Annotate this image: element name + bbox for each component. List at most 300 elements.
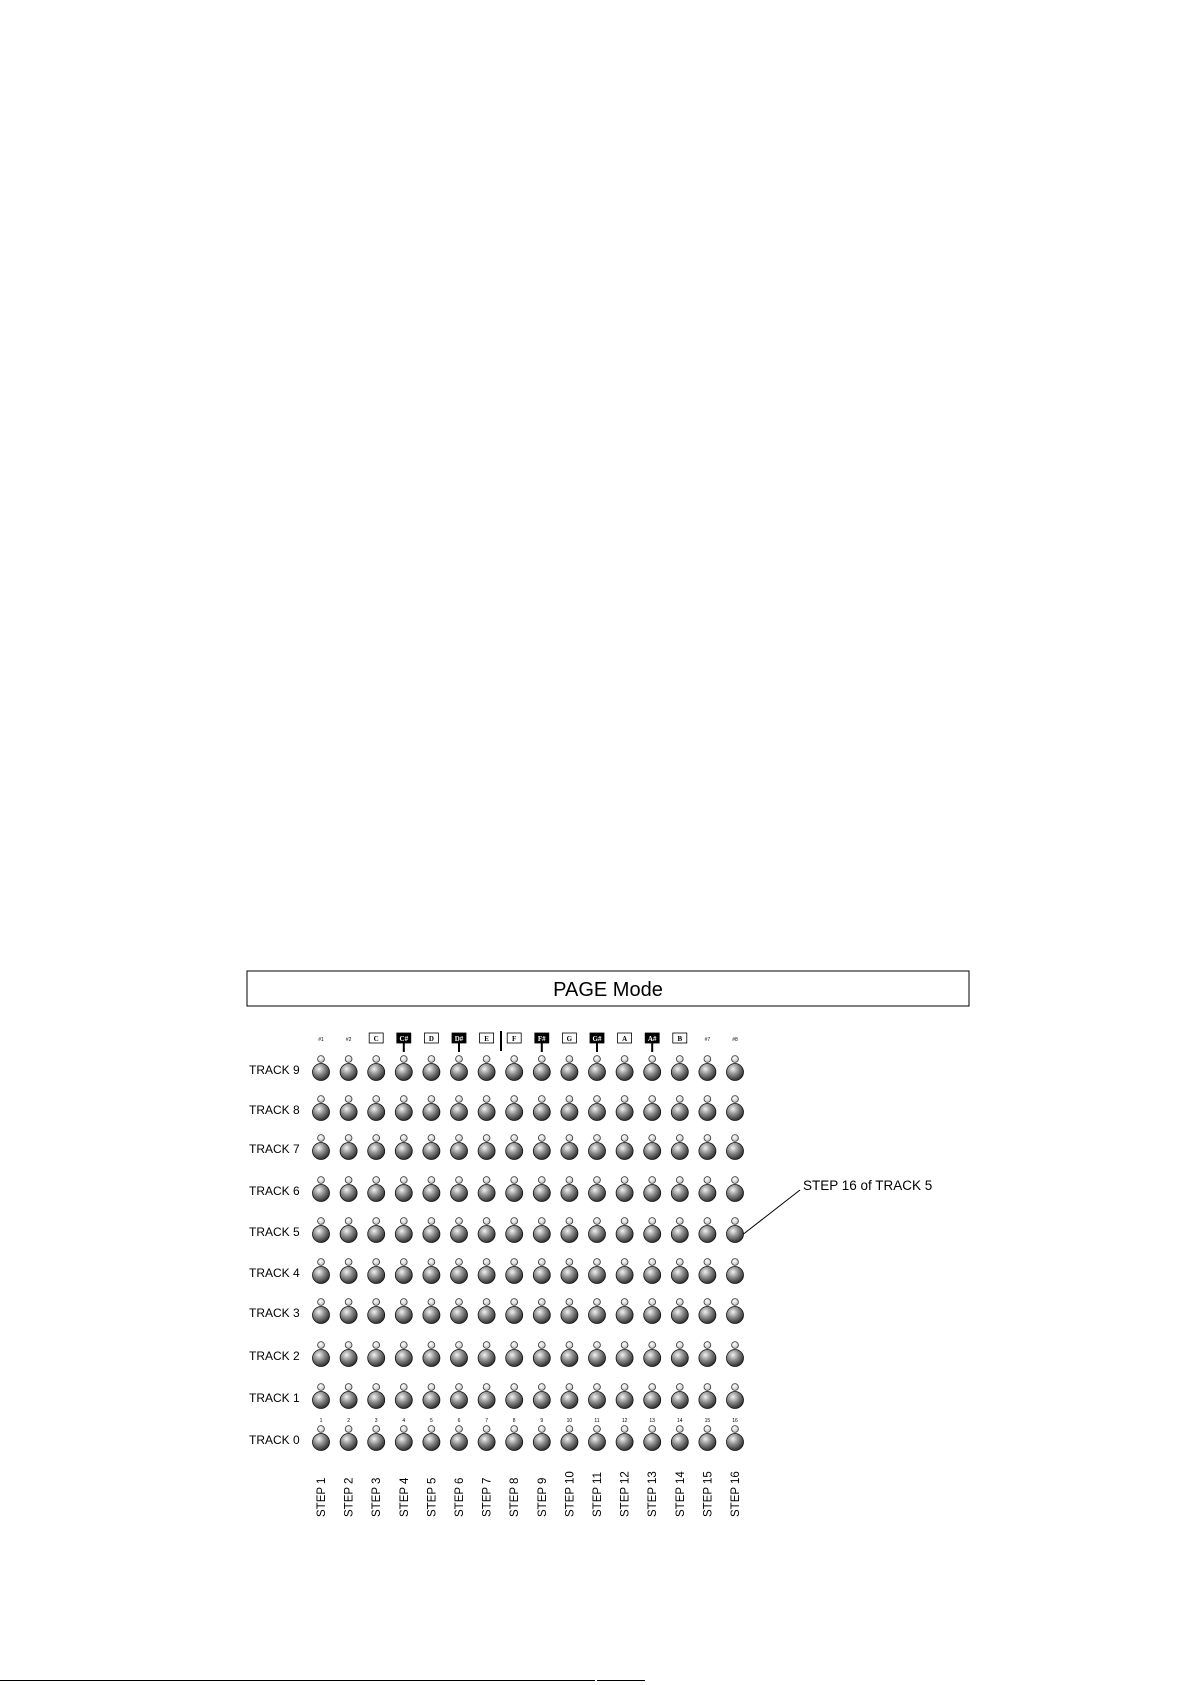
step-button[interactable] [340,1307,357,1324]
step-button[interactable] [699,1392,716,1409]
step-label: STEP 15 [702,1471,715,1517]
track-label: TRACK 7 [249,1142,300,1156]
step-led [732,1177,739,1184]
step-led [538,1426,545,1433]
step-led [676,1056,683,1063]
step-led [318,1342,325,1349]
note-key-12 [618,1033,632,1043]
step-button[interactable] [395,1064,412,1081]
step-button[interactable] [451,1392,468,1409]
step-button[interactable] [478,1392,495,1409]
track-row-3 [313,1177,744,1202]
step-button[interactable] [423,1267,440,1284]
note-key-14 [673,1033,687,1043]
step-led [373,1135,380,1142]
step-button[interactable] [727,1267,744,1284]
step-button[interactable] [727,1307,744,1324]
step-led [704,1056,711,1063]
note-key-label: G# [592,1035,602,1043]
step-button[interactable] [451,1434,468,1451]
step-label: STEP 5 [426,1477,439,1517]
step-button[interactable] [478,1267,495,1284]
step-button[interactable] [644,1226,661,1243]
step-label: STEP 1 [316,1477,328,1517]
step-button[interactable] [423,1307,440,1324]
step-button[interactable] [368,1392,385,1409]
step-led [538,1056,545,1063]
step-button[interactable] [506,1104,523,1121]
step-number: 11 [594,1418,600,1424]
step-button[interactable] [368,1350,385,1367]
step-led [732,1096,739,1103]
step-led [621,1384,628,1391]
step-button[interactable] [340,1350,357,1367]
step-button[interactable] [644,1064,661,1081]
step-button[interactable] [644,1307,661,1324]
note-key-row [318,1033,738,1052]
step-led [594,1177,601,1184]
step-led [566,1177,573,1184]
step-led [621,1342,628,1349]
step-button[interactable] [589,1143,606,1160]
step-led [676,1259,683,1266]
step-button[interactable] [561,1392,578,1409]
step-button[interactable] [561,1307,578,1324]
step-button[interactable] [451,1104,468,1121]
step-button[interactable] [644,1143,661,1160]
step-led [732,1056,739,1063]
step-button[interactable] [313,1064,330,1081]
step-button[interactable] [506,1267,523,1284]
step-button[interactable] [671,1392,688,1409]
step-button[interactable] [368,1064,385,1081]
step-button[interactable] [533,1185,550,1202]
step-led [566,1299,573,1306]
step-number: 1 [319,1418,323,1424]
step-led [566,1384,573,1391]
step-button[interactable] [340,1267,357,1284]
step-button[interactable] [313,1185,330,1202]
step-led [345,1135,352,1142]
note-key-label: E [484,1035,489,1043]
step-button[interactable] [423,1064,440,1081]
step-led [373,1299,380,1306]
step-button[interactable] [313,1143,330,1160]
step-label: STEP 11 [592,1472,604,1517]
step-led [649,1096,656,1103]
step-button[interactable] [533,1267,550,1284]
step-button[interactable] [644,1185,661,1202]
step-led [649,1342,656,1349]
step-button[interactable] [671,1143,688,1160]
step-led [318,1135,325,1142]
step-button[interactable] [644,1392,661,1409]
step-led [566,1342,573,1349]
step-button[interactable] [451,1143,468,1160]
step-led [649,1384,656,1391]
callout [744,1178,933,1234]
step-button[interactable] [616,1104,633,1121]
step-button[interactable] [423,1104,440,1121]
step-led [428,1096,435,1103]
step-led [676,1218,683,1225]
step-button[interactable] [368,1226,385,1243]
step-button[interactable] [671,1064,688,1081]
step-led [649,1056,656,1063]
step-button[interactable] [727,1185,744,1202]
step-button[interactable] [506,1307,523,1324]
step-button[interactable] [478,1185,495,1202]
step-led [511,1218,518,1225]
step-button[interactable] [589,1434,606,1451]
step-button[interactable] [478,1350,495,1367]
step-led [511,1056,518,1063]
step-button[interactable] [478,1143,495,1160]
step-led [621,1299,628,1306]
step-button[interactable] [478,1226,495,1243]
step-led [345,1384,352,1391]
step-button[interactable] [368,1267,385,1284]
track-label: TRACK 0 [249,1433,300,1447]
step-button[interactable] [561,1143,578,1160]
step-button[interactable] [616,1350,633,1367]
step-button[interactable] [589,1392,606,1409]
step-label: STEP 6 [454,1477,466,1517]
step-led [483,1384,490,1391]
step-number: 3 [374,1418,378,1424]
step-button[interactable] [616,1143,633,1160]
step-button-grid [313,1056,744,1451]
note-key-4 [397,1033,411,1052]
step-button[interactable] [423,1434,440,1451]
step-button[interactable] [589,1185,606,1202]
step-button[interactable] [727,1434,744,1451]
step-button[interactable] [699,1104,716,1121]
step-button[interactable] [616,1185,633,1202]
step-button[interactable] [589,1226,606,1243]
step-led [428,1299,435,1306]
step-button[interactable] [478,1104,495,1121]
step-led [649,1135,656,1142]
step-button[interactable] [561,1267,578,1284]
track-row-8 [313,1384,744,1409]
step-led [400,1426,407,1433]
step-button[interactable] [533,1104,550,1121]
step-led [621,1056,628,1063]
step-number: 6 [457,1418,461,1424]
step-button[interactable] [589,1064,606,1081]
step-button[interactable] [506,1392,523,1409]
step-led [345,1218,352,1225]
step-led [456,1426,463,1433]
step-button[interactable] [451,1307,468,1324]
step-led [732,1259,739,1266]
step-button[interactable] [423,1350,440,1367]
step-button[interactable] [506,1434,523,1451]
step-led [732,1135,739,1142]
step-button[interactable] [533,1392,550,1409]
step-button[interactable] [699,1143,716,1160]
note-key-11 [590,1033,604,1052]
step-button[interactable] [313,1350,330,1367]
step-button[interactable] [589,1307,606,1324]
step-button[interactable] [313,1392,330,1409]
track-label: TRACK 6 [249,1184,300,1198]
step-led [566,1426,573,1433]
note-key-10 [562,1033,576,1043]
step-button[interactable] [340,1226,357,1243]
step-button[interactable] [395,1104,412,1121]
step-led [428,1426,435,1433]
step-button[interactable] [699,1434,716,1451]
step-button[interactable] [644,1350,661,1367]
step-button[interactable] [533,1307,550,1324]
step-label: STEP 12 [619,1471,632,1517]
step-led [456,1096,463,1103]
step-led [373,1384,380,1391]
step-button[interactable] [644,1267,661,1284]
step-button[interactable] [395,1392,412,1409]
step-button[interactable] [395,1185,412,1202]
step-button[interactable] [561,1064,578,1081]
step-button[interactable] [313,1307,330,1324]
step-button[interactable] [368,1143,385,1160]
step-button[interactable] [671,1104,688,1121]
footer-rule-left [0,1680,595,1681]
note-key-2 [346,1037,352,1043]
step-button[interactable] [671,1267,688,1284]
note-key-9 [535,1033,549,1052]
step-button[interactable] [671,1226,688,1243]
step-button[interactable] [699,1064,716,1081]
step-led [704,1177,711,1184]
step-button[interactable] [561,1226,578,1243]
step-button[interactable] [533,1350,550,1367]
track-row-5 [313,1259,744,1284]
step-led [428,1056,435,1063]
step-button[interactable] [699,1350,716,1367]
step-label: STEP 4 [398,1477,411,1517]
step-button[interactable] [423,1143,440,1160]
track-label: TRACK 9 [249,1063,300,1077]
note-key-label: #2 [345,1037,352,1043]
step-button[interactable] [451,1185,468,1202]
step-button[interactable] [395,1307,412,1324]
step-number: 9 [540,1418,544,1424]
step-button[interactable] [340,1434,357,1451]
step-button[interactable] [313,1104,330,1121]
step-button[interactable] [561,1434,578,1451]
step-button[interactable] [589,1104,606,1121]
step-button[interactable] [699,1307,716,1324]
step-button[interactable] [313,1267,330,1284]
step-button[interactable] [671,1185,688,1202]
step-button[interactable] [395,1143,412,1160]
callout-label: STEP 16 of TRACK 5 [803,1178,933,1193]
step-led [621,1096,628,1103]
step-led [676,1096,683,1103]
track-row-4 [313,1218,744,1243]
step-led [649,1299,656,1306]
step-button[interactable] [506,1185,523,1202]
step-button[interactable] [589,1267,606,1284]
step-button[interactable] [395,1434,412,1451]
step-led [704,1135,711,1142]
step-led [456,1177,463,1184]
step-button[interactable] [478,1064,495,1081]
step-label: STEP 2 [343,1477,356,1517]
step-button[interactable] [727,1350,744,1367]
step-button[interactable] [313,1226,330,1243]
step-button[interactable] [727,1143,744,1160]
note-key-label: G [566,1035,573,1043]
step-led [400,1299,407,1306]
step-led [456,1299,463,1306]
step-led [400,1218,407,1225]
step-button[interactable] [644,1434,661,1451]
step-button[interactable] [395,1226,412,1243]
step-button[interactable] [340,1104,357,1121]
step-button[interactable] [727,1226,744,1243]
step-led [566,1056,573,1063]
step-button[interactable] [671,1350,688,1367]
step-button[interactable] [561,1104,578,1121]
step-led [345,1056,352,1063]
step-button[interactable] [589,1350,606,1367]
step-led [594,1096,601,1103]
step-number: 10 [566,1418,573,1424]
note-key-label: #1 [318,1037,324,1043]
step-button[interactable] [616,1226,633,1243]
step-led [538,1259,545,1266]
step-button[interactable] [395,1350,412,1367]
step-led [566,1259,573,1266]
step-button[interactable] [616,1307,633,1324]
step-button[interactable] [478,1307,495,1324]
step-button[interactable] [478,1434,495,1451]
step-number: 15 [704,1418,711,1424]
step-led [621,1135,628,1142]
step-led [594,1299,601,1306]
step-button[interactable] [395,1267,412,1284]
step-button[interactable] [727,1104,744,1121]
note-key-label: F [512,1035,517,1043]
step-button[interactable] [561,1350,578,1367]
note-key-15 [705,1037,711,1043]
step-led [373,1259,380,1266]
step-button[interactable] [368,1104,385,1121]
step-led [649,1218,656,1225]
step-led [373,1426,380,1433]
track-label: TRACK 4 [249,1266,300,1280]
callout-leader-line [744,1190,801,1234]
step-button[interactable] [368,1185,385,1202]
step-button[interactable] [451,1350,468,1367]
step-led [483,1218,490,1225]
step-button[interactable] [423,1185,440,1202]
step-label: STEP 10 [564,1471,577,1517]
step-led [566,1135,573,1142]
step-button[interactable] [368,1307,385,1324]
note-key-label: A# [647,1035,657,1043]
step-led [594,1259,601,1266]
step-button[interactable] [727,1392,744,1409]
step-led [732,1218,739,1225]
step-button[interactable] [368,1434,385,1451]
step-button[interactable] [533,1226,550,1243]
step-button[interactable] [671,1434,688,1451]
step-led [676,1384,683,1391]
step-led [511,1342,518,1349]
step-button[interactable] [340,1185,357,1202]
step-led [483,1135,490,1142]
step-button[interactable] [699,1226,716,1243]
step-button[interactable] [423,1226,440,1243]
step-button[interactable] [423,1392,440,1409]
step-button[interactable] [561,1185,578,1202]
note-key-label: D [428,1035,434,1043]
step-number: 2 [347,1418,350,1424]
step-button[interactable] [699,1185,716,1202]
title-box [247,971,969,1006]
step-button[interactable] [451,1064,468,1081]
step-button[interactable] [506,1143,523,1160]
step-led [373,1218,380,1225]
step-led [345,1426,352,1433]
step-led [704,1218,711,1225]
step-led [621,1426,628,1433]
step-led [621,1259,628,1266]
step-button[interactable] [644,1104,661,1121]
step-led [621,1218,628,1225]
step-button[interactable] [533,1064,550,1081]
step-button[interactable] [313,1434,330,1451]
step-led [676,1299,683,1306]
step-button[interactable] [533,1143,550,1160]
step-led [428,1259,435,1266]
step-led [621,1177,628,1184]
step-number: 5 [430,1418,433,1424]
step-led [318,1426,325,1433]
step-button[interactable] [340,1143,357,1160]
step-button[interactable] [506,1064,523,1081]
step-led [676,1177,683,1184]
step-button[interactable] [671,1307,688,1324]
step-button[interactable] [616,1434,633,1451]
step-button[interactable] [506,1226,523,1243]
step-label: STEP 3 [371,1477,384,1517]
step-button[interactable] [340,1064,357,1081]
step-led [594,1135,601,1142]
step-led [428,1342,435,1349]
note-key-label: C# [399,1035,409,1043]
step-button[interactable] [727,1064,744,1081]
step-led [594,1056,601,1063]
step-button[interactable] [451,1226,468,1243]
note-key-label: B [677,1035,683,1043]
step-button[interactable] [451,1267,468,1284]
step-button[interactable] [506,1350,523,1367]
step-led [732,1342,739,1349]
step-led [318,1259,325,1266]
step-button[interactable] [533,1434,550,1451]
step-button[interactable] [699,1267,716,1284]
step-button[interactable] [616,1064,633,1081]
step-button[interactable] [616,1392,633,1409]
step-button[interactable] [616,1267,633,1284]
step-led [456,1384,463,1391]
step-button[interactable] [340,1392,357,1409]
